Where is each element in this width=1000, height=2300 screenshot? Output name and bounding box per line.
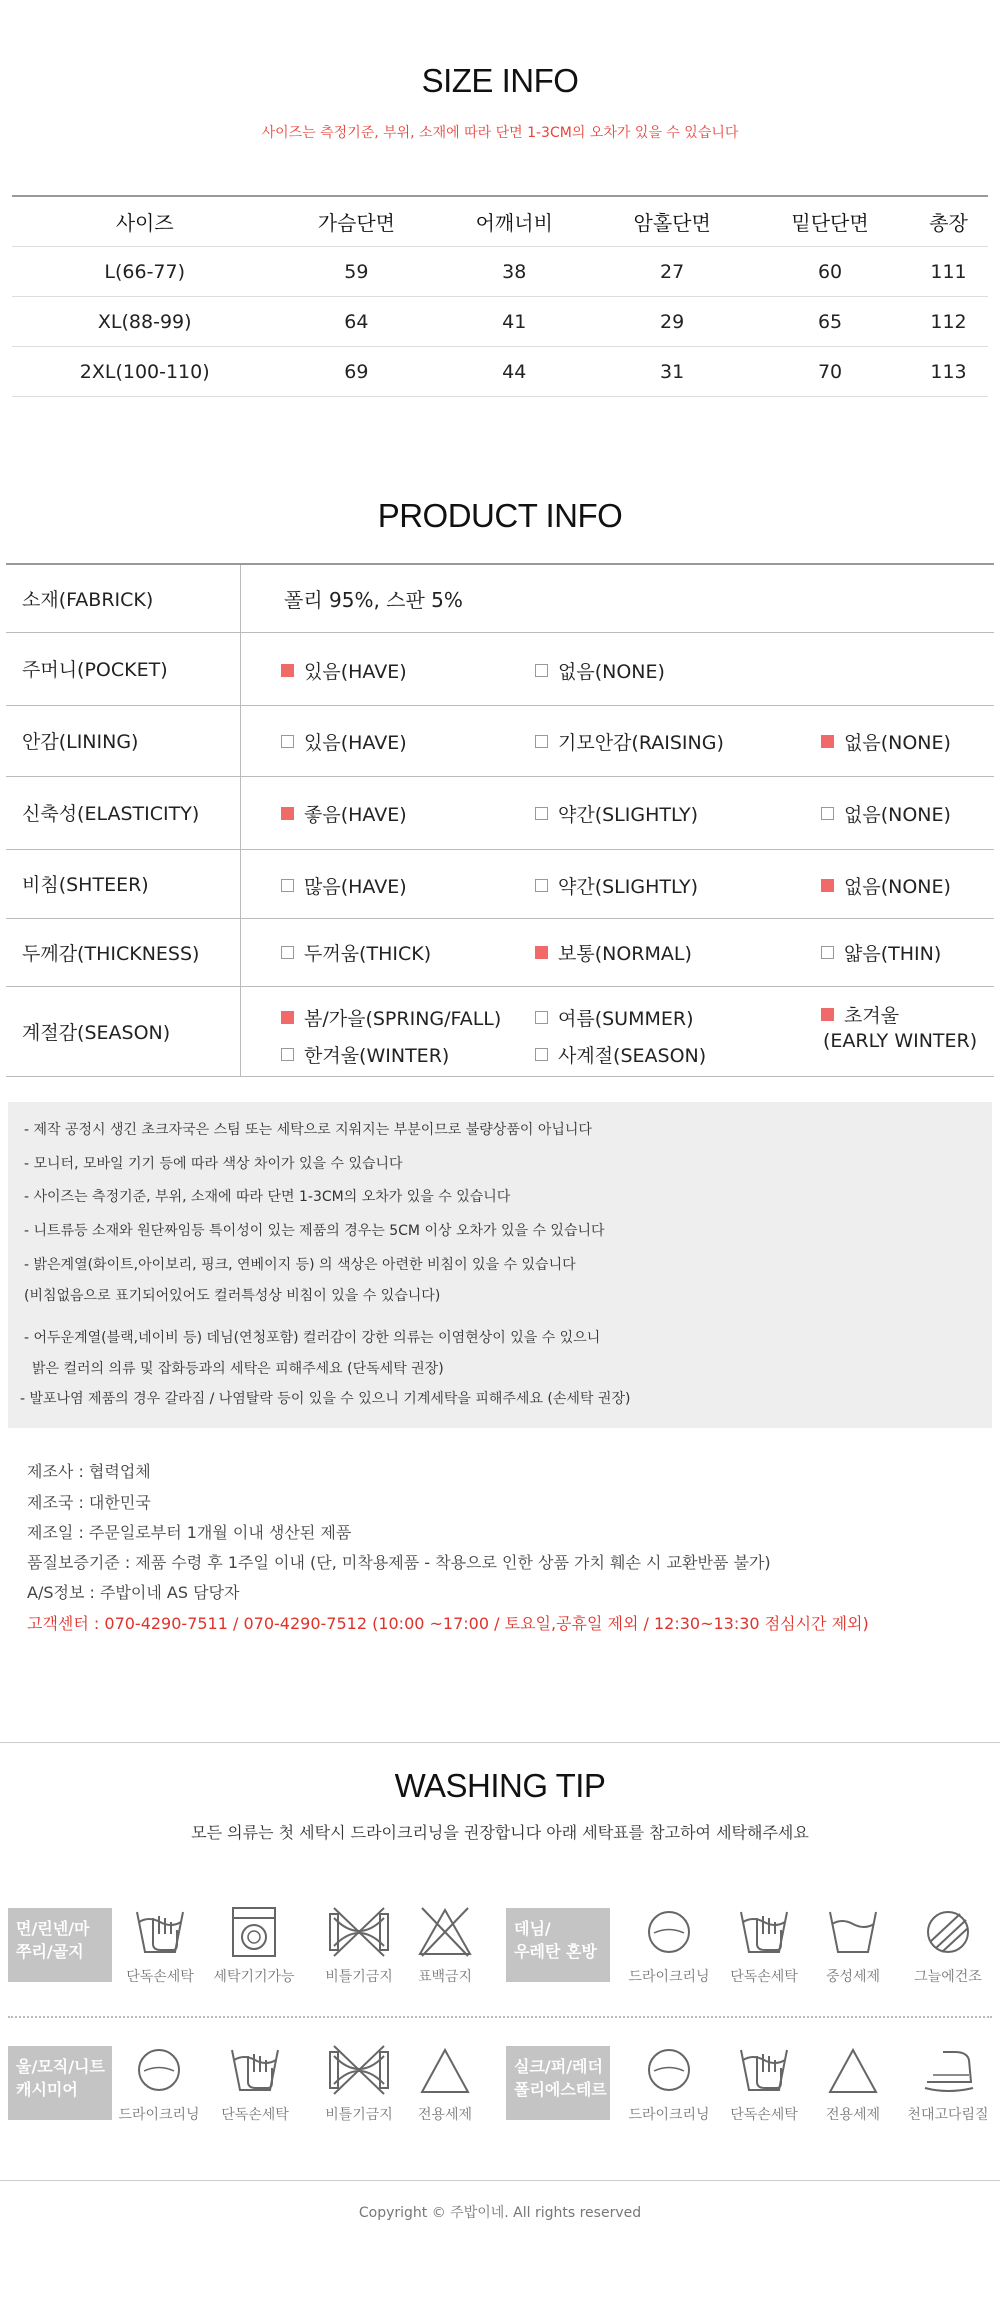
wash-item: [808, 1904, 898, 1986]
option-item: [281, 657, 407, 684]
fabric-value: 폴리 95%, 스판 5%: [241, 564, 995, 632]
option-label: 보통(NORMAL): [558, 942, 692, 965]
size-cell: 60: [751, 247, 909, 297]
size-cell: 44: [435, 347, 593, 397]
size-cell: 64: [277, 297, 435, 347]
option-label: 여름(SUMMER): [558, 1007, 694, 1030]
footer-divider: [0, 2180, 1000, 2181]
product-row-thickness: [6, 918, 994, 986]
size-table-header-row: [12, 196, 988, 247]
option-item: [535, 800, 698, 827]
product-row-label: 소재(FABRICK): [6, 564, 241, 632]
size-table-row: [12, 297, 988, 347]
wash-caption: 표백금지: [417, 1969, 473, 1985]
size-cell: 113: [909, 347, 988, 397]
option-label: 좋음(HAVE): [304, 803, 407, 826]
checkbox-icon: [281, 1048, 294, 1061]
option-item: [281, 1004, 501, 1031]
checkbox-icon: [535, 879, 548, 892]
checkbox-icon: [535, 1011, 548, 1024]
wash-category: [506, 2046, 610, 2120]
checkbox-icon: [821, 735, 834, 748]
category-line: 울/모직/니트: [16, 2057, 105, 2076]
option-item: [281, 1041, 449, 1068]
size-cell: 59: [277, 247, 435, 297]
option-item: [821, 939, 941, 966]
wash-divider: [8, 2016, 992, 2018]
dry-clean-icon: [624, 1904, 714, 1960]
option-label: 봄/가을(SPRING/FALL): [304, 1007, 502, 1030]
checkbox-icon: [281, 879, 294, 892]
washing-tip-title: WASHING TIP: [394, 1767, 606, 1804]
wash-caption: 그늘에건조: [914, 1969, 982, 1985]
product-row-label: 안감(LINING): [6, 705, 241, 776]
option-item: [535, 939, 692, 966]
notice-line: - 어두운계열(블랙,네이비 등) 데님(연청포함) 컬러감이 강한 의류는 이염현상이 있을 수 있으니: [24, 1330, 601, 1346]
category-line: 실크/퍼/레더: [514, 2057, 603, 2076]
checkbox-icon: [281, 664, 294, 677]
wash-caption: 드라이크리닝: [118, 2107, 200, 2123]
checkbox-icon: [821, 807, 834, 820]
notice-line: - 밝은계열(화이트,아이보리, 핑크, 연베이지 등) 의 색상은 아련한 비침이 있을 수 있습니다: [24, 1257, 576, 1273]
copyright: Copyright © 주밥이네. All rights reserved: [358, 2205, 642, 2221]
size-cell: 112: [909, 297, 988, 347]
size-header-cell: 총장: [909, 196, 988, 247]
option-item: [535, 1004, 694, 1031]
wash-category: [8, 2046, 112, 2120]
maker-line: 품질보증기준 : 제품 수령 후 1주일 이내 (단, 미착용제품 - 착용으로 인한 상품 가치 훼손 시 교환반품 불가): [27, 1553, 771, 1572]
cloth-iron-icon: [903, 2042, 993, 2098]
bleach-triangle-icon: [400, 2042, 490, 2098]
notice-line: 밝은 컬러의 의류 및 잡화등과의 세탁은 피해주세요 (단독세탁 권장): [32, 1361, 444, 1377]
notice-line: - 제작 공정시 생긴 초크자국은 스팀 또는 세탁으로 지워지는 부분이므로 불량상품이 아닙니다: [24, 1122, 592, 1138]
size-cell: 69: [277, 347, 435, 397]
category-line: 면/린넨/마: [16, 1919, 90, 1938]
hand-wash-icon: [115, 1904, 205, 1960]
option-item: [821, 728, 951, 755]
option-item: [535, 872, 698, 899]
option-label: 있음(HAVE): [304, 731, 407, 754]
option-label: 없음(NONE): [558, 660, 665, 683]
bleach-triangle-icon: [808, 2042, 898, 2098]
option-label: 기모안감(RAISING): [558, 731, 724, 754]
hand-wash-icon: [719, 1904, 809, 1960]
maker-line: 제조국 : 대한민국: [27, 1493, 151, 1512]
wash-caption: 세탁기기가능: [213, 1969, 295, 1985]
wash-item: [400, 2042, 490, 2124]
washing-machine-icon: [209, 1904, 299, 1960]
option-label-line2: (EARLY WINTER): [823, 1029, 978, 1052]
product-row-pocket: [6, 632, 994, 705]
size-cell: 31: [593, 347, 751, 397]
option-item: [535, 657, 665, 684]
wash-item: [314, 1904, 404, 1986]
product-row-label: 두께감(THICKNESS): [6, 918, 241, 986]
wash-item: [314, 2042, 404, 2124]
customer-center: 고객센터 : 070-4290-7511 / 070-4290-7512 (10:00 ~17:00 / 토요일,공휴일 제외 / 12:30~13:30 점심시간 제외): [27, 1614, 869, 1633]
wash-caption: 비틀기금지: [325, 1969, 393, 1985]
wash-caption: 전용세제: [825, 2107, 881, 2123]
category-line: 쭈리/골지: [16, 1942, 84, 1961]
product-info-title: PRODUCT INFO: [377, 497, 623, 534]
option-item: [821, 1004, 977, 1054]
no-twist-icon: [314, 1904, 404, 1960]
size-header-cell: 밑단단면: [751, 196, 909, 247]
option-label: 한겨울(WINTER): [304, 1044, 450, 1067]
notice-line: (비침없음으로 표기되어있어도 컬러특성상 비침이 있을 수 있습니다): [24, 1288, 441, 1304]
product-row-label: 주머니(POCKET): [6, 632, 241, 705]
category-line: 폴리에스테르: [514, 2080, 607, 2099]
wash-caption: 비틀기금지: [325, 2107, 393, 2123]
section-divider: [0, 1742, 1000, 1743]
wash-item: [808, 2042, 898, 2124]
wash-item: [624, 1904, 714, 1986]
product-row-fabric: [6, 564, 994, 632]
size-cell: 111: [909, 247, 988, 297]
hand-wash-icon: [210, 2042, 300, 2098]
option-item: [281, 728, 407, 755]
size-info-note: 사이즈는 측정기준, 부위, 소재에 따라 단면 1-3CM의 오차가 있을 수 있습니다: [261, 125, 739, 141]
checkbox-icon: [535, 946, 548, 959]
wash-item: [114, 2042, 204, 2124]
product-info-table: [6, 563, 994, 1077]
size-table-row: [12, 247, 988, 297]
option-label: 있음(HAVE): [304, 660, 407, 683]
product-row-label: 신축성(ELASTICITY): [6, 776, 241, 849]
wash-item: [115, 1904, 205, 1986]
wash-caption: 드라이크리닝: [628, 1969, 710, 1985]
wash-item: [903, 2042, 993, 2124]
shade-dry-icon: [903, 1904, 993, 1960]
size-header-cell: 사이즈: [12, 196, 277, 247]
maker-line: A/S정보 : 주밥이네 AS 담당자: [27, 1583, 240, 1602]
option-item: [281, 939, 431, 966]
wash-caption: 단독손세탁: [126, 1969, 194, 1985]
checkbox-icon: [821, 879, 834, 892]
size-table-row: [12, 347, 988, 397]
neutral-detergent-icon: [808, 1904, 898, 1960]
notice-line: - 모니터, 모바일 기기 등에 따라 색상 차이가 있을 수 있습니다: [24, 1156, 403, 1172]
size-cell: 41: [435, 297, 593, 347]
washing-tip-subtitle: 모든 의류는 첫 세탁시 드라이크리닝을 권장합니다 아래 세탁표를 참고하여 세탁해주세요: [191, 1823, 809, 1842]
option-label: 없음(NONE): [844, 731, 951, 754]
wash-category: [506, 1908, 610, 1982]
option-label: 없음(NONE): [844, 803, 951, 826]
option-item: [281, 872, 407, 899]
size-table: [12, 195, 988, 397]
option-label: 두꺼움(THICK): [304, 942, 432, 965]
size-info-title: SIZE INFO: [421, 62, 579, 99]
wash-caption: 드라이크리닝: [628, 2107, 710, 2123]
wash-caption: 전용세제: [417, 2107, 473, 2123]
wash-item: [400, 1904, 490, 1986]
product-row-label: 비침(SHTEER): [6, 849, 241, 918]
checkbox-icon: [281, 1011, 294, 1024]
maker-line: 제조일 : 주문일로부터 1개월 이내 생산된 제품: [27, 1523, 352, 1542]
wash-item: [719, 1904, 809, 1986]
option-label: 약간(SLIGHTLY): [558, 803, 699, 826]
no-bleach-icon: [400, 1904, 490, 1960]
option-item: [535, 728, 724, 755]
wash-category: [8, 1908, 112, 1982]
size-header-cell: 어깨너비: [435, 196, 593, 247]
size-header-cell: 가슴단면: [277, 196, 435, 247]
wash-caption: 단독손세탁: [730, 2107, 798, 2123]
wash-caption: 천대고다림질: [907, 2107, 989, 2123]
product-row-season: [6, 986, 994, 1076]
option-item: [821, 800, 951, 827]
checkbox-icon: [535, 735, 548, 748]
notice-line: - 발포나염 제품의 경우 갈라짐 / 나염탈락 등이 있을 수 있으니 기계세탁을 피해주세요 (손세탁 권장): [20, 1391, 631, 1407]
option-item: [535, 1041, 706, 1068]
wash-item: [209, 1904, 299, 1986]
hand-wash-icon: [719, 2042, 809, 2098]
checkbox-icon: [821, 946, 834, 959]
notice-line: - 사이즈는 측정기준, 부위, 소재에 따라 단면 1-3CM의 오차가 있을 수 있습니다: [24, 1189, 511, 1205]
option-label: 사계절(SEASON): [558, 1044, 707, 1067]
dry-clean-icon: [114, 2042, 204, 2098]
dry-clean-icon: [624, 2042, 714, 2098]
wash-item: [210, 2042, 300, 2124]
checkbox-icon: [281, 735, 294, 748]
size-cell: 65: [751, 297, 909, 347]
size-cell: 29: [593, 297, 751, 347]
category-line: 데님/: [514, 1919, 551, 1938]
product-row-elasticity: [6, 776, 994, 849]
category-line: 캐시미어: [16, 2080, 78, 2099]
size-cell: 70: [751, 347, 909, 397]
size-cell: 2XL(100-110): [12, 347, 277, 397]
wash-item: [903, 1904, 993, 1986]
checkbox-icon: [821, 1008, 834, 1021]
option-item: [821, 872, 951, 899]
checkbox-icon: [281, 807, 294, 820]
size-cell: L(66-77): [12, 247, 277, 297]
size-cell: XL(88-99): [12, 297, 277, 347]
option-item: [281, 800, 407, 827]
notice-line: - 니트류등 소재와 원단짜임등 특이성이 있는 제품의 경우는 5CM 이상 오차가 있을 수 있습니다: [24, 1223, 605, 1239]
checkbox-icon: [535, 807, 548, 820]
option-label: 초겨울: [844, 1004, 900, 1027]
product-row-sheer: [6, 849, 994, 918]
wash-caption: 단독손세탁: [730, 1969, 798, 1985]
wash-item: [719, 2042, 809, 2124]
checkbox-icon: [535, 664, 548, 677]
product-row-lining: [6, 705, 994, 776]
wash-caption: 단독손세탁: [221, 2107, 289, 2123]
checkbox-icon: [535, 1048, 548, 1061]
notice-box: [8, 1102, 992, 1428]
checkbox-icon: [281, 946, 294, 959]
size-cell: 27: [593, 247, 751, 297]
option-label: 얇음(THIN): [844, 942, 942, 965]
option-label: 약간(SLIGHTLY): [558, 875, 699, 898]
category-line: 우레탄 혼방: [514, 1942, 597, 1961]
size-header-cell: 암홀단면: [593, 196, 751, 247]
product-row-label: 계절감(SEASON): [6, 986, 241, 1076]
wash-caption: 중성세제: [825, 1969, 881, 1985]
size-cell: 38: [435, 247, 593, 297]
option-label: 많음(HAVE): [304, 875, 407, 898]
no-twist-icon: [314, 2042, 404, 2098]
maker-line: 제조사 : 협력업체: [27, 1462, 151, 1481]
option-label: 없음(NONE): [844, 875, 951, 898]
wash-item: [624, 2042, 714, 2124]
